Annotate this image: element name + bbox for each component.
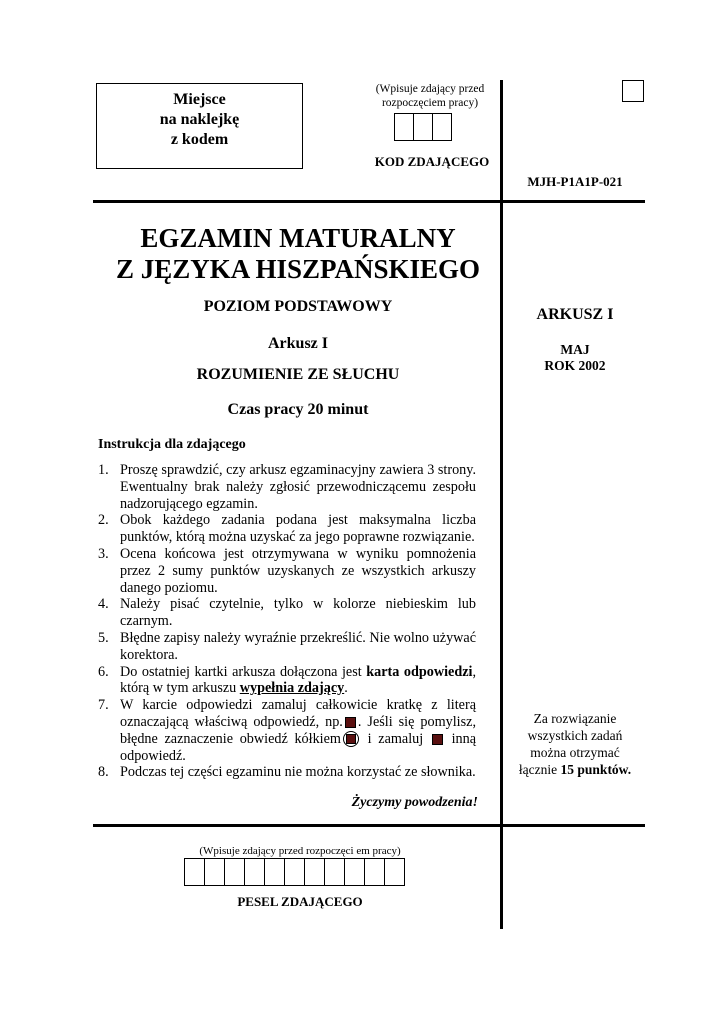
instruction-number: 8. [98,764,109,781]
pesel-digit-box[interactable] [344,858,365,886]
instruction-text-part: , którą w tym arkuszu [120,663,476,697]
instruction-item [98,512,476,546]
points-text: łącznie [518,762,561,777]
instruction-text [120,697,476,764]
instruction-number: 7. [98,697,109,714]
instruction-number: 6. [98,663,109,680]
instruction-item [98,630,476,664]
instructions-heading: Instrukcja dla zdającego [98,437,246,452]
instruction-text: Błędne zapisy należy wyraźnie przekreślić. Nie wolno używać korektora. [120,629,476,663]
pesel-digit-box[interactable] [384,858,405,886]
good-luck-text: Życzymy powodzenia! [351,795,478,810]
code-note-line-1: (Wpisuje zdający przed [375,83,485,95]
pesel-digit-box[interactable] [244,858,265,886]
points-total: 15 punktów [560,762,628,777]
pesel-digit-box[interactable] [224,858,245,886]
instruction-number: 5. [98,629,109,646]
instructions-list [98,462,476,781]
points-line: Za rozwiązanie [533,711,617,726]
instruction-text-part: . Jeśli się pomylisz, błędne zaznaczenie obwiedź kółkiem [120,713,476,747]
bottom-divider [93,824,645,827]
sticker-placeholder-box [96,83,303,169]
pesel-digit-box[interactable] [324,858,345,886]
instruction-text-part: i zamaluj [360,730,430,747]
filled-square-icon [432,734,443,745]
instruction-text-part: Do ostatniej kartki arkusza dołączona jest [120,663,367,680]
candidate-code-block [360,82,500,110]
instruction-text: Należy pisać czytelnie, tylko w kolorze niebieskim lub czarnym. [120,596,476,630]
filled-square-icon [345,717,356,728]
circled-square-icon [343,731,359,747]
instruction-text [120,664,476,698]
points-line: można otrzymać [530,745,620,760]
exam-month: MAJ [560,342,590,357]
pesel-label: PESEL ZDAJĄCEGO [237,894,363,909]
instruction-number: 3. [98,545,109,562]
pesel-digit-box[interactable] [264,858,285,886]
code-box[interactable] [413,113,433,141]
exam-code: MJH-P1A1P-021 [527,174,623,189]
instruction-number: 1. [98,462,109,478]
pesel-digit-box[interactable] [204,858,225,886]
instruction-text-part: inną odpowiedź. [120,730,476,764]
points-info [505,710,645,778]
instruction-number: 4. [98,596,109,613]
pesel-digit-box[interactable] [304,858,325,886]
answer-card-emphasis: karta odpowiedzi [366,663,473,680]
instruction-item [98,697,476,764]
instruction-text: Podczas tej części egzaminu nie można korzystać ze słownika. [120,764,476,781]
corner-checkbox[interactable] [622,80,644,102]
pesel-note: (Wpisuje zdający przed rozpoczęci em pracy) [199,845,401,857]
instruction-text-part: . [344,680,348,697]
instruction-item [98,596,476,630]
candidate-code-boxes[interactable] [395,113,452,141]
exam-title-line-1: EGZAMIN MATURALNY [140,223,456,253]
instruction-item [98,462,476,512]
points-line [505,761,645,778]
exam-year: ROK 2002 [544,358,606,373]
exam-sheet: Arkusz I [267,335,328,352]
pesel-digit-box[interactable] [184,858,205,886]
sheet-label: ARKUSZ I [536,306,614,323]
exam-section: ROZUMIENIE ZE SŁUCHU [196,366,400,383]
instruction-number: 2. [98,512,109,529]
exam-level: POZIOM PODSTAWOWY [203,298,393,315]
instruction-text-part: W karcie odpowiedzi zamaluj całkowicie kratkę z literą oznaczającą właściwą odpowiedź, np. [120,697,476,730]
sticker-line-1: Miejsce [173,91,226,108]
exam-time: Czas pracy 20 minut [227,401,369,418]
filled-by-candidate-emphasis: wypełnia zdający [239,680,345,697]
points-line: wszystkich zadań [527,728,623,743]
instruction-text: Proszę sprawdzić, czy arkusz egzaminacyjny zawiera 3 strony. Ewentualny brak należy zgłosić przewodniczącemu zespołu nadzorującego egzamin. [120,462,476,512]
pesel-digit-box[interactable] [284,858,305,886]
instruction-item [98,664,476,698]
instruction-text: Ocena końcowa jest otrzymywana w wyniku pomnożenia przez 2 sumy punktów uzyskanych ze wszystkich arkuszy danego poziomu. [120,545,476,596]
instruction-item [98,546,476,596]
vertical-divider [500,80,503,929]
top-divider [93,200,645,203]
candidate-code-label: KOD ZDAJĄCEGO [374,154,490,169]
pesel-boxes[interactable] [185,858,405,886]
code-box[interactable] [394,113,414,141]
sticker-line-3: z kodem [170,131,229,148]
pesel-digit-box[interactable] [364,858,385,886]
exam-title-line-2: Z JĘZYKA HISZPAŃSKIEGO [115,254,481,284]
sticker-line-2: na naklejkę [159,111,240,128]
points-period: . [627,762,632,777]
instruction-text: Obok każdego zadania podana jest maksymalna liczba punktów, którą można uzyskać za jego poprawne rozwiązanie. [120,512,476,546]
code-note-line-2: rozpoczęciem pracy) [381,97,479,109]
code-box[interactable] [432,113,452,141]
instruction-item [98,764,476,781]
